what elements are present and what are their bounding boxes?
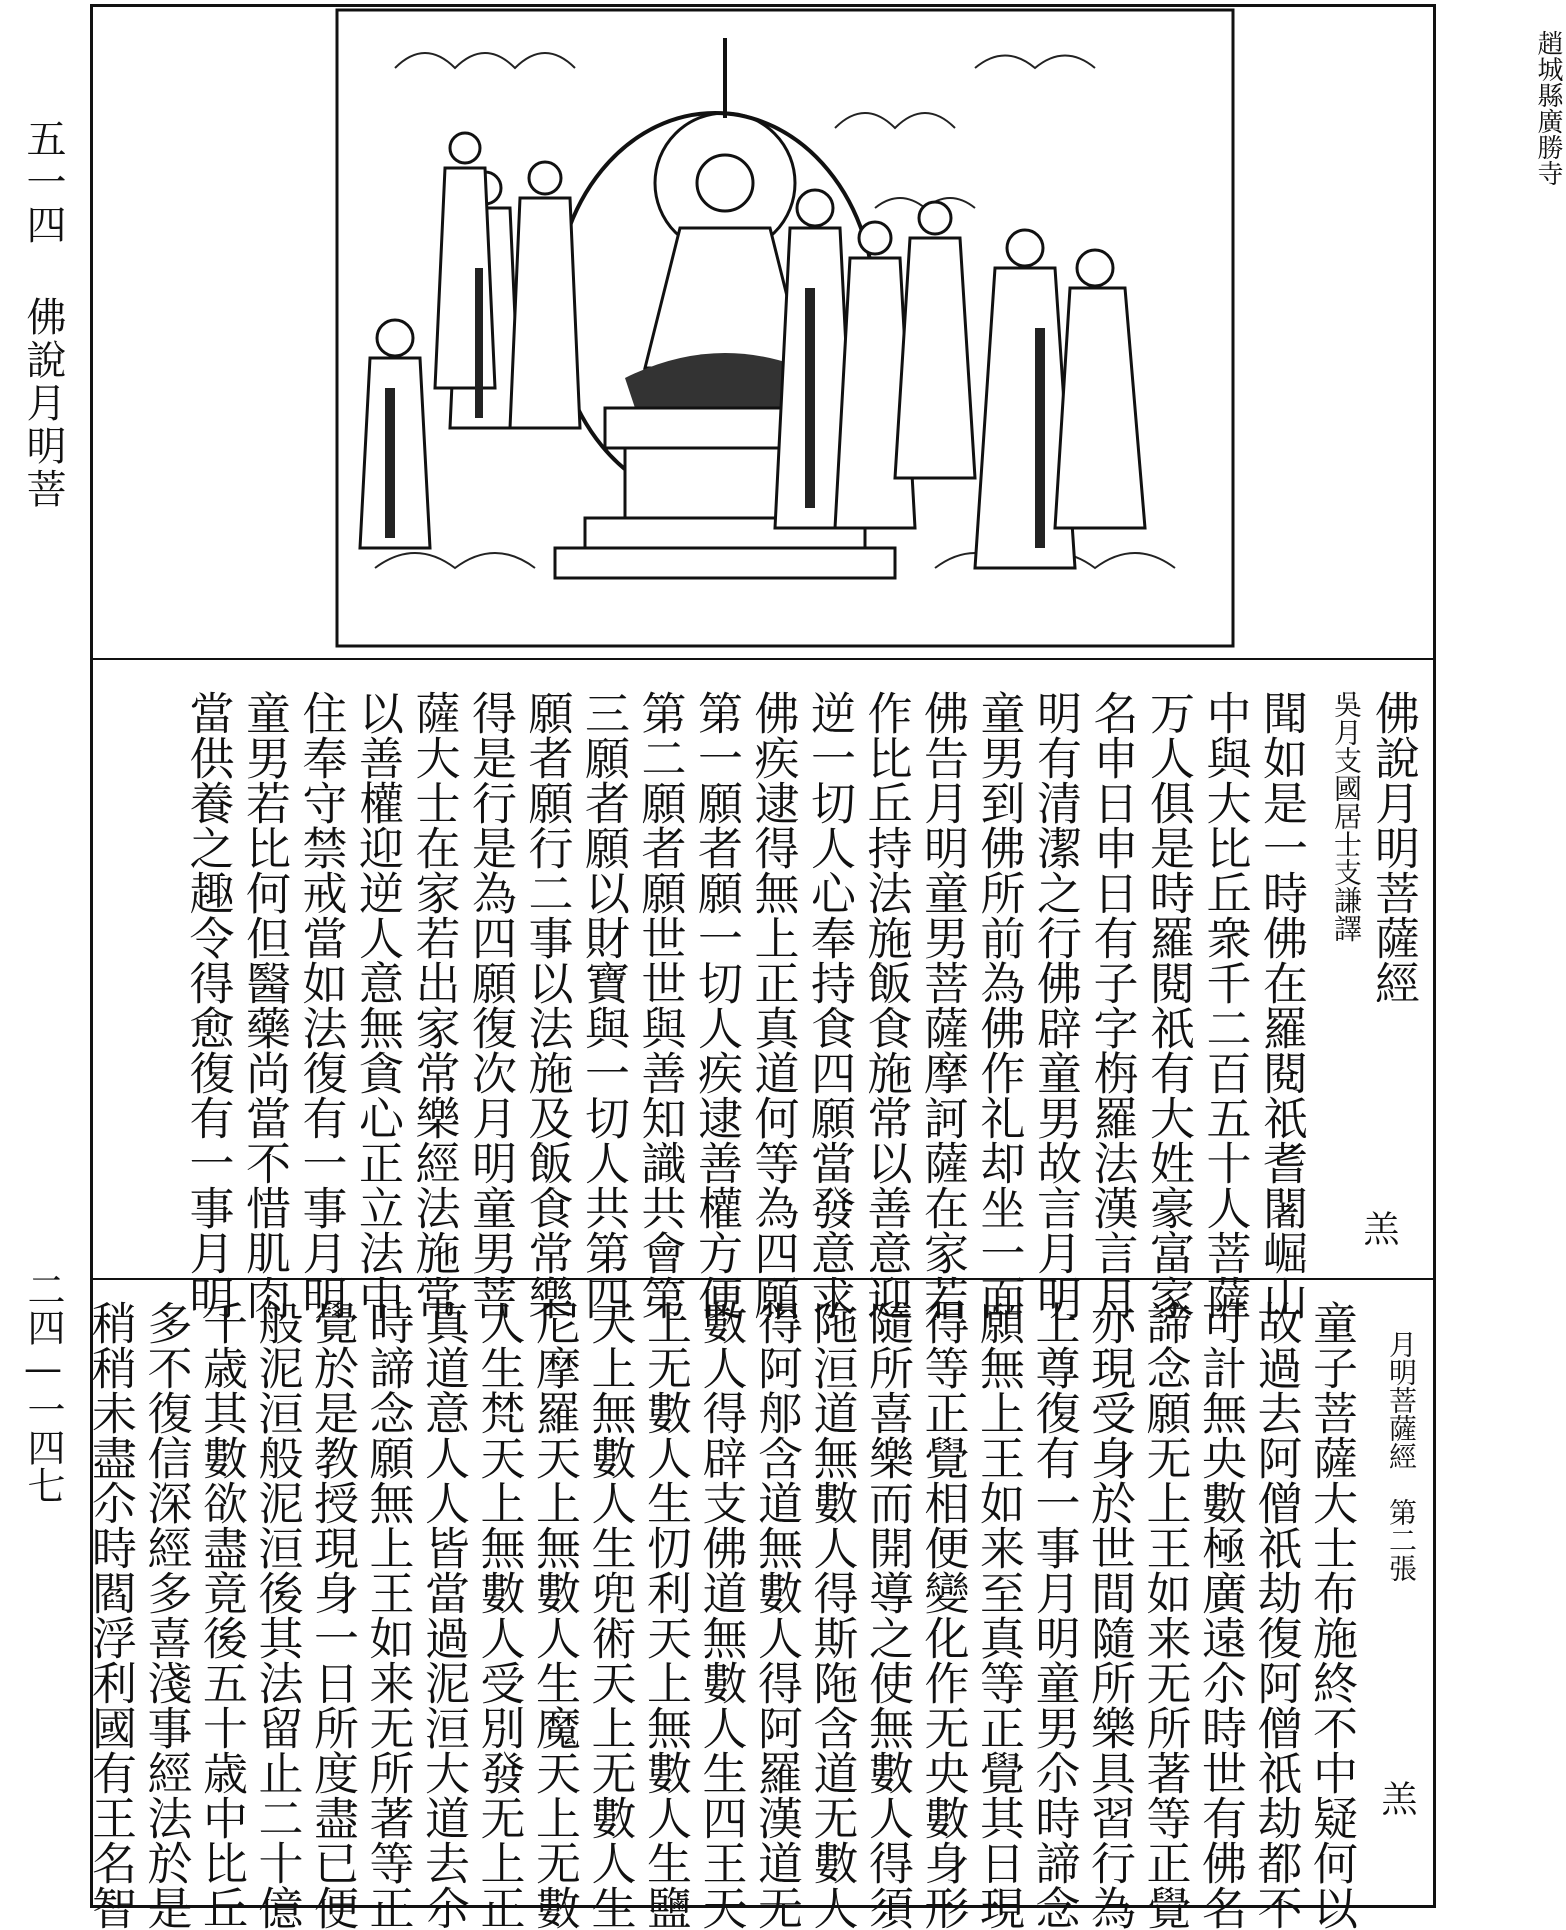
text-column: 天上無數人生兜術天上无數人生 bbox=[583, 1300, 637, 1930]
text-column: 願無上王如来至真等正覺其日現 bbox=[972, 1300, 1025, 1930]
volume-marker: 羔 bbox=[1358, 1210, 1399, 1246]
text-column: 隨所喜樂而開導之使無數人得須 bbox=[861, 1300, 914, 1930]
text-column: 逆一切人心奉持食四願當發意求 bbox=[803, 690, 856, 1320]
text-column: 當供養之趣令得愈復有一事月明 bbox=[181, 690, 235, 1320]
text-column: 童子菩薩大士布施終不中疑何以 bbox=[1305, 1300, 1358, 1930]
text-column: 第一願者願一切人疾逮善權方便 bbox=[690, 690, 743, 1320]
upper-text-panel bbox=[110, 690, 1420, 1320]
divider-top bbox=[90, 658, 1436, 660]
text-column: 名申日申日有子字栴羅法漢言月 bbox=[1085, 690, 1139, 1320]
text-column: 三願者願以財寶與一切人共第四 bbox=[577, 690, 630, 1320]
margin-sutra-title: 五一四 佛說月明菩 bbox=[20, 118, 66, 511]
text-column: 童男到佛所前為佛作礼却坐一面 bbox=[972, 690, 1026, 1320]
text-column: 第二願者願世世與善知識共會第 bbox=[633, 690, 687, 1320]
text-column: 住奉守禁戒當如法復有一事月明 bbox=[294, 690, 348, 1320]
frontispiece-illustration bbox=[335, 8, 1563, 648]
text-column: 真道意人人皆當過泥洹大道去尒 bbox=[417, 1300, 470, 1930]
text-column: 得是行是為四願復次月明童男菩 bbox=[464, 690, 517, 1320]
text-column: 人生梵天上無數人受別發无上正 bbox=[472, 1300, 526, 1930]
text-column: 以善權迎逆人意無貪心正立法中 bbox=[351, 690, 404, 1320]
text-column: 尼摩羅天上無數人生魔天上无數 bbox=[528, 1300, 581, 1930]
text-column: 童男若比何但醫藥尚當不惜肌肉 bbox=[238, 690, 291, 1320]
text-column: 得等正覺相便變化作无央數身形 bbox=[916, 1300, 970, 1930]
text-column: 万人俱是時羅閱祇有大姓豪富家 bbox=[1142, 690, 1195, 1320]
text-column: 明有清潔之行佛辟童男故言月明 bbox=[1029, 690, 1082, 1320]
text-column: 數人得辟支佛道無數人生四王天 bbox=[694, 1300, 748, 1930]
volume-marker-lower: 羔 bbox=[1376, 1780, 1417, 1816]
text-column: 可計無央數極廣遠尒時世有佛名 bbox=[1194, 1300, 1247, 1930]
text-column: 作比丘持法施飯食施常以善意迎 bbox=[859, 690, 913, 1320]
text-column: 千歳其數欲盡竟後五十歳中比丘 bbox=[195, 1300, 248, 1930]
text-column: 故過去阿僧祇劫復阿僧祇劫都不 bbox=[1249, 1300, 1303, 1930]
buddha-assembly-drawing bbox=[335, 8, 1235, 648]
text-column: 陁洹道無數人得斯陁含道无數人 bbox=[805, 1300, 859, 1930]
margin-page-reference: 二四—一四七 bbox=[21, 1270, 65, 1504]
text-column: 佛疾逮得無上正真道何等為四願 bbox=[746, 690, 800, 1320]
text-column: 時諦念願無上王如来无所著等正 bbox=[361, 1300, 415, 1930]
text-column: 薩大士在家若出家常樂經法施常 bbox=[407, 690, 461, 1320]
text-column: 覺於是教授現身一日所度盡已便 bbox=[306, 1300, 359, 1930]
text-column: 諦念願无上王如来无所著等正覺 bbox=[1138, 1300, 1192, 1930]
text-column: 多不復信深經多喜淺事經法於是 bbox=[139, 1300, 193, 1930]
translator-line: 吳月支國居士支謙譯 bbox=[1330, 690, 1363, 942]
page-header: 月明菩薩經 第二張 bbox=[1385, 1330, 1418, 1582]
text-column: 願者願行二事以法施及飯食常樂 bbox=[520, 690, 574, 1320]
text-column: 上无數人生忉利天上無數人生鹽 bbox=[639, 1300, 692, 1930]
text-column: 佛告月明童男菩薩摩訶薩在家若 bbox=[916, 690, 969, 1320]
lower-text-panel bbox=[84, 1300, 1420, 1930]
temple-caption: 趙城縣廣勝寺 bbox=[1533, 30, 1563, 186]
text-column: 亦現受身於世間隨所樂具習行為 bbox=[1083, 1300, 1136, 1930]
text-column: 中與大比丘衆千二百五十人菩薩 bbox=[1198, 690, 1252, 1320]
sutra-title: 佛說月明菩薩經 bbox=[1367, 690, 1420, 1005]
text-column: 般泥洹般泥洹後其法留止二十億 bbox=[250, 1300, 304, 1930]
text-column: 上尊復有一事月明童男尒時諦念 bbox=[1027, 1300, 1081, 1930]
text-column: 聞如是一時佛在羅閱祇耆闍崛山 bbox=[1255, 690, 1308, 1320]
text-column: 稍稍未盡尒時閻浮利國有王名智 bbox=[84, 1300, 137, 1930]
text-column: 得阿郍含道無數人得阿羅漢道无 bbox=[750, 1300, 803, 1930]
